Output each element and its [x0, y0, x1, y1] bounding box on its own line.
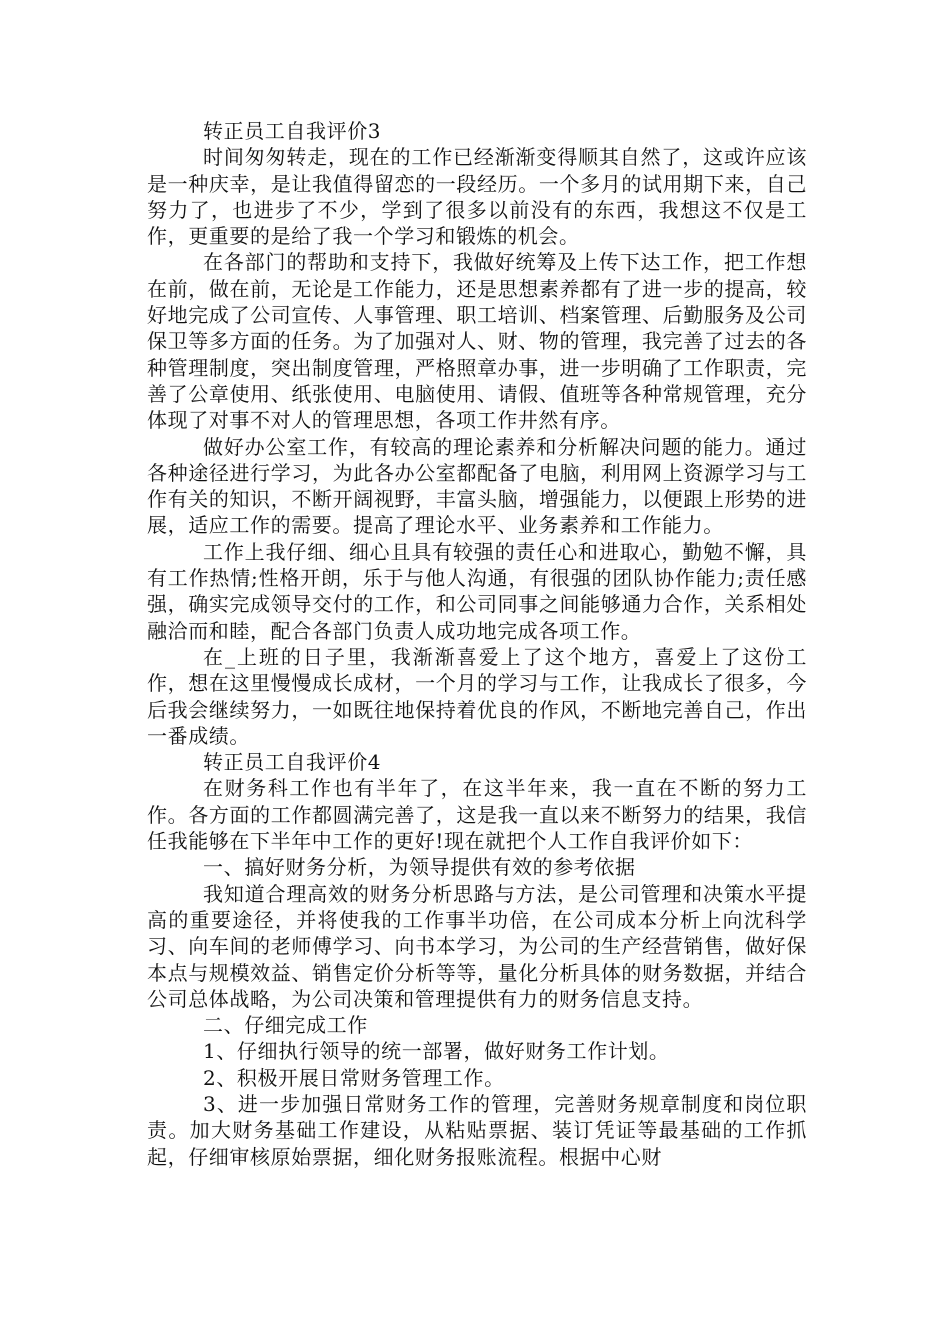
paragraph: 时间匆匆转走，现在的工作已经渐渐变得顺其自然了，这或许应该是一种庆幸，是让我值得留恋的一段经历。一个多月的试用期下来，自己努力了，也进步了不少，学到了很多以前没有的东西，我想这不仅是工作，更重要的是给了我一个学习和锻炼的机会。 [147, 145, 807, 249]
subheading-1: 一、搞好财务分析，为领导提供有效的参考依据 [203, 855, 636, 880]
section-heading-3: 转正员工自我评价3 [203, 119, 382, 143]
paragraph: 在_上班的日子里，我渐渐喜爱上了这个地方，喜爱上了这份工作，想在这里慢慢成长成材，一个月的学习与工作，让我成长了很多，今后我会继续努力，一如既往地保持着优良的作风，不断地完善自己，作出一番成绩。 [147, 644, 807, 748]
list-item: 3、进一步加强日常财务工作的管理，完善财务规章制度和岗位职责。加大财务基础工作建设，从粘贴票据、装订凭证等最基础的工作抓起，仔细审核原始票据，细化财务报账流程。根据中心财 [147, 1091, 807, 1169]
list-item: 2、积极开展日常财务管理工作。 [203, 1065, 505, 1090]
document-body [147, 118, 807, 1170]
paragraph: 我知道合理高效的财务分析思路与方法，是公司管理和决策水平提高的重要途径，并将使我的工作事半功倍，在公司成本分析上向沈科学习、向车间的老师傅学习、向书本学习，为公司的生产经营销售，做好保本点与规模效益、销售定价分析等等，量化分析具体的财务数据，并结合公司总体战略，为公司决策和管理提供有力的财务信息支持。 [147, 881, 807, 1011]
paragraph: 在各部门的帮助和支持下，我做好统筹及上传下达工作，把工作想在前，做在前，无论是工作能力，还是思想素养都有了进一步的提高，较好地完成了公司宣传、人事管理、职工培训、档案管理、后勤服务及公司保卫等多方面的任务。为了加强对人、财、物的管理，我完善了过去的各种管理制度，突出制度管理，严格照章办事，进一步明确了工作职责，完善了公章使用、纸张使用、电脑使用、请假、值班等各种常规管理，充分体现了对事不对人的管理思想，各项工作井然有序。 [147, 250, 807, 433]
paragraph: 在财务科工作也有半年了，在这半年来，我一直在不断的努力工作。各方面的工作都圆满完善了，这是我一直以来不断努力的结果，我信任我能够在下半年中工作的更好!现在就把个人工作自我评价如下： [147, 776, 807, 854]
subheading-2: 二、仔细完成工作 [203, 1013, 368, 1038]
paragraph: 做好办公室工作，有较高的理论素养和分析解决问题的能力。通过各种途径进行学习，为此各办公室都配备了电脑，利用网上资源学习与工作有关的知识，不断开阔视野，丰富头脑，增强能力，以便跟上形势的进展，适应工作的需要。提高了理论水平、业务素养和工作能力。 [147, 434, 807, 538]
paragraph: 工作上我仔细、细心且具有较强的责任心和进取心，勤勉不懈，具有工作热情;性格开朗，乐于与他人沟通，有很强的团队协作能力;责任感强，确实完成领导交付的工作，和公司同事之间能够通力合作，关系相处融洽而和睦，配合各部门负责人成功地完成各项工作。 [147, 539, 807, 643]
section-heading-4: 转正员工自我评价4 [203, 750, 382, 775]
list-item: 1、仔细执行领导的统一部署，做好财务工作计划。 [203, 1039, 670, 1064]
